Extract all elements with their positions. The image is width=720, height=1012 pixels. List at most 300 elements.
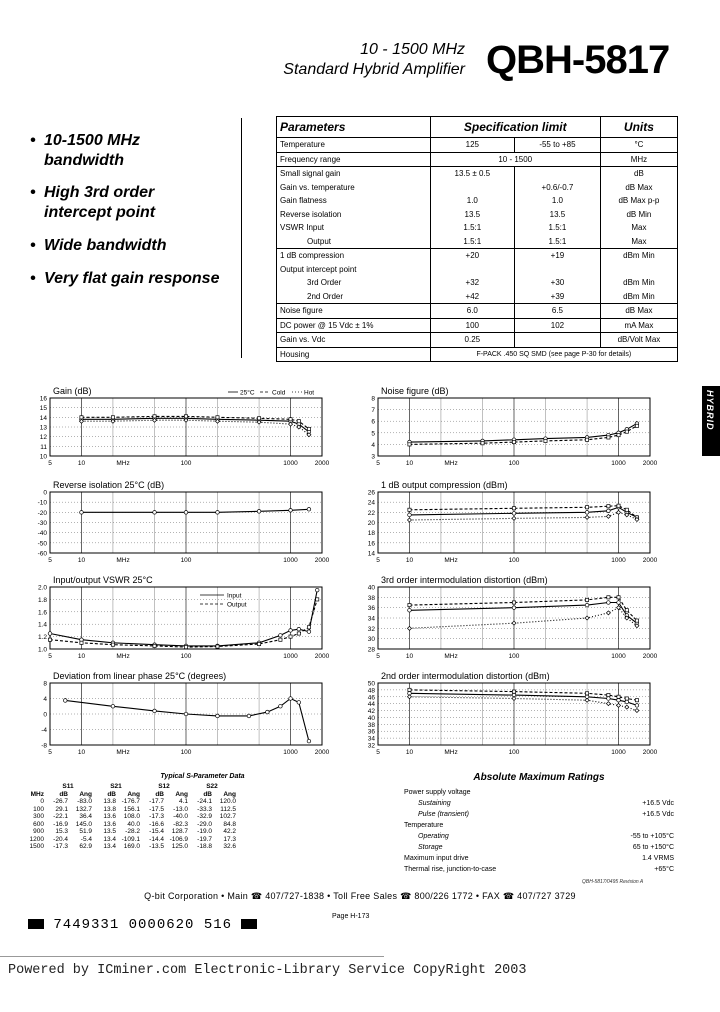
data-point bbox=[297, 627, 301, 631]
x-tick-label: 2000 bbox=[314, 749, 330, 756]
x-tick-label: MHz bbox=[116, 749, 130, 756]
table-row bbox=[20, 813, 236, 821]
y-tick-label: 40 bbox=[367, 584, 375, 592]
s-param-cell: 300 bbox=[33, 813, 44, 820]
s-param-cell: 51.9 bbox=[79, 828, 92, 835]
x-tick-label: 5 bbox=[48, 460, 52, 467]
series-line bbox=[410, 693, 637, 705]
data-point bbox=[607, 693, 610, 696]
feature-line: Wide bandwidth bbox=[44, 237, 167, 254]
x-tick-label: 5 bbox=[376, 749, 380, 756]
s-param-cell: -26.7 bbox=[53, 798, 68, 805]
s-param-cell: -106.9 bbox=[169, 835, 188, 843]
unit-cell: dB bbox=[600, 167, 677, 181]
s-param-cell: 62.9 bbox=[79, 843, 92, 850]
y-tick-label: 44 bbox=[367, 701, 375, 709]
series-line bbox=[82, 420, 309, 435]
value-cell: 10 - 1500 bbox=[430, 152, 600, 167]
unit-cell: °C bbox=[600, 138, 677, 153]
x-tick-label: 100 bbox=[180, 460, 192, 467]
data-point bbox=[607, 505, 610, 508]
s-param-title: Typical S-Parameter Data bbox=[160, 773, 245, 780]
s-param-cell: 17.3 bbox=[223, 835, 236, 843]
series-line bbox=[410, 608, 637, 629]
chart-title: 1 dB output compression (dBm) bbox=[381, 480, 508, 490]
param-cell: Gain flatness bbox=[277, 194, 431, 208]
rating-row bbox=[404, 842, 674, 853]
x-tick-label: 1000 bbox=[611, 749, 626, 756]
s-param-cell: 112.5 bbox=[220, 805, 236, 813]
feature-line: intercept point bbox=[44, 204, 156, 221]
table-row bbox=[20, 828, 236, 836]
chart-title: 3rd order intermodulation distortion (dBm) bbox=[381, 575, 548, 585]
x-tick-label: 5 bbox=[48, 557, 52, 564]
y-tick-label: 32 bbox=[367, 625, 375, 633]
s-param-cell: -33.3 bbox=[197, 805, 212, 813]
s-param-cell: 125.0 bbox=[171, 843, 188, 850]
data-point bbox=[512, 606, 516, 610]
x-tick-label: 2000 bbox=[642, 460, 658, 467]
data-point bbox=[279, 634, 283, 638]
data-point bbox=[257, 417, 260, 420]
chart-title: Reverse isolation 25°C (dB) bbox=[53, 480, 165, 490]
data-point bbox=[585, 603, 589, 607]
data-point bbox=[512, 621, 516, 625]
s-param-cell: 13.4 bbox=[103, 843, 116, 850]
x-tick-label: 100 bbox=[508, 460, 520, 467]
value-cell bbox=[515, 263, 601, 277]
s-param-cell: -82.3 bbox=[173, 820, 188, 828]
x-tick-label: 2000 bbox=[314, 557, 330, 564]
param-cell: Reverse isolation bbox=[277, 208, 431, 222]
data-point bbox=[617, 703, 621, 707]
data-point bbox=[153, 415, 156, 418]
data-point bbox=[512, 690, 515, 693]
y-tick-label: 13 bbox=[39, 424, 47, 432]
y-tick-label: 30 bbox=[367, 636, 375, 644]
s-param-cell: 120.0 bbox=[219, 798, 236, 805]
s-param-cell: 13.6 bbox=[103, 820, 116, 828]
param-cell: VSWR Input bbox=[277, 221, 431, 235]
data-point bbox=[289, 418, 292, 421]
unit-cell: MHz bbox=[600, 152, 677, 167]
data-point bbox=[606, 611, 610, 615]
x-tick-label: 5 bbox=[376, 653, 380, 660]
y-tick-label: 46 bbox=[367, 694, 375, 702]
s-param-cell: 42.2 bbox=[223, 828, 236, 835]
s-param-cell: 4.1 bbox=[178, 798, 188, 805]
value-cell: +20 bbox=[430, 249, 514, 263]
specification-table bbox=[276, 116, 678, 362]
s-param-cell: -13.0 bbox=[173, 805, 188, 813]
chart-title: Noise figure (dB) bbox=[381, 386, 449, 396]
rating-label: Sustaining bbox=[418, 800, 451, 807]
value-cell: +32 bbox=[430, 276, 514, 290]
data-point bbox=[216, 416, 219, 419]
data-point bbox=[63, 699, 67, 703]
value-cell: +19 bbox=[515, 249, 601, 263]
value-cell: -55 to +85 bbox=[515, 138, 601, 153]
tollfree-phone: • Toll Free Sales ☎ 800/226 1772 bbox=[327, 891, 474, 901]
data-point bbox=[80, 641, 83, 644]
s-param-cell: 169.0 bbox=[123, 843, 140, 850]
value-cell: 1.5:1 bbox=[430, 221, 514, 235]
value-cell: +39 bbox=[515, 290, 601, 304]
s-param-cell: 36.4 bbox=[79, 813, 92, 820]
series-line bbox=[410, 697, 637, 711]
data-point bbox=[153, 644, 156, 647]
y-tick-label: -20 bbox=[37, 509, 47, 517]
data-point bbox=[184, 712, 188, 716]
x-tick-label: MHz bbox=[116, 557, 130, 564]
s-param-cell: 108.0 bbox=[123, 813, 140, 820]
y-tick-label: 2.0 bbox=[37, 584, 47, 592]
data-point bbox=[617, 510, 621, 514]
x-tick-label: 2000 bbox=[314, 653, 330, 660]
y-tick-label: 1.2 bbox=[37, 634, 47, 642]
bullet: • bbox=[30, 237, 36, 254]
data-point bbox=[481, 442, 484, 445]
s-param-cell: 13.4 bbox=[103, 835, 116, 843]
y-tick-label: 16 bbox=[367, 540, 375, 548]
data-point bbox=[585, 438, 588, 441]
s-param-cell: -22.1 bbox=[53, 813, 68, 820]
data-point bbox=[297, 701, 301, 705]
rating-label: Power supply voltage bbox=[404, 789, 471, 796]
data-point bbox=[635, 704, 639, 708]
rating-value: 1.4 VRMS bbox=[642, 855, 674, 862]
series-line bbox=[410, 603, 637, 624]
series-line bbox=[50, 590, 317, 646]
x-tick-label: 1000 bbox=[611, 460, 626, 467]
bullet: • bbox=[30, 132, 36, 149]
s-param-cell: 13.5 bbox=[103, 828, 116, 835]
s-param-group: S21 bbox=[110, 783, 122, 790]
s-param-cell: -176.7 bbox=[121, 798, 140, 805]
s-param-cell: -5.4 bbox=[80, 835, 92, 843]
unit-cell: dB/Volt Max bbox=[600, 333, 677, 348]
feature-wide-bandwidth bbox=[30, 236, 167, 256]
rating-value: 65 to +150°C bbox=[632, 844, 674, 851]
y-tick-label: 0 bbox=[43, 711, 47, 719]
rating-row bbox=[404, 864, 674, 875]
s-param-cell: -18.8 bbox=[197, 843, 212, 850]
series-line bbox=[410, 424, 637, 443]
y-tick-label: 6 bbox=[371, 418, 375, 426]
y-tick-label: -10 bbox=[37, 499, 47, 507]
data-point bbox=[585, 692, 588, 695]
value-cell: F-PACK .450 SQ SMD (see page P-30 for details) bbox=[430, 347, 677, 362]
s-param-cell: 132.7 bbox=[75, 805, 92, 813]
rating-value: -55 to +105°C bbox=[630, 833, 674, 840]
powered-by-line: Powered by ICminer.com Electronic-Library Service CopyRight 2003 bbox=[8, 963, 527, 978]
s-param-cell: -109.1 bbox=[121, 835, 140, 843]
data-point bbox=[512, 516, 516, 520]
s-param-col-header: Ang bbox=[175, 790, 188, 798]
feature-bandwidth bbox=[30, 131, 140, 171]
s-param-cell: 40.0 bbox=[127, 820, 140, 828]
y-tick-label: 12 bbox=[39, 434, 47, 442]
x-tick-label: 10 bbox=[77, 749, 86, 756]
x-tick-label: MHz bbox=[444, 749, 458, 756]
y-tick-label: 1.8 bbox=[37, 596, 47, 604]
value-cell: 100 bbox=[430, 318, 514, 333]
y-tick-label: -8 bbox=[41, 742, 47, 750]
s-param-group: S22 bbox=[206, 783, 218, 790]
value-cell: +30 bbox=[515, 276, 601, 290]
s-param-cell: 600 bbox=[33, 820, 44, 828]
data-point bbox=[257, 510, 261, 514]
value-cell: 13.5 bbox=[515, 208, 601, 222]
value-cell: 1.5:1 bbox=[515, 235, 601, 249]
x-tick-label: 10 bbox=[77, 460, 86, 467]
data-point bbox=[407, 518, 411, 522]
y-tick-label: -4 bbox=[41, 727, 47, 734]
data-point bbox=[606, 702, 610, 706]
y-tick-label: 14 bbox=[39, 414, 47, 422]
table-row bbox=[20, 806, 236, 814]
param-cell: Noise figure bbox=[277, 304, 431, 319]
y-tick-label: 15 bbox=[39, 405, 47, 413]
y-tick-label: 40 bbox=[367, 714, 375, 722]
data-point bbox=[617, 698, 621, 702]
unit-cell: dB Max bbox=[600, 304, 677, 319]
s-param-cell: -15.4 bbox=[149, 828, 164, 835]
s-param-cell: 900 bbox=[33, 828, 44, 835]
data-point bbox=[635, 709, 639, 713]
rating-label: Operating bbox=[418, 833, 449, 840]
s-param-group: S11 bbox=[62, 783, 74, 790]
x-tick-label: MHz bbox=[444, 557, 458, 564]
param-cell: 2nd Order bbox=[277, 290, 431, 304]
s-param-cell: 13.6 bbox=[103, 813, 116, 820]
param-cell: Frequency range bbox=[277, 152, 431, 167]
s-param-cell: -32.9 bbox=[197, 813, 212, 820]
data-point bbox=[585, 506, 588, 509]
data-point bbox=[266, 710, 270, 714]
value-cell: 6.5 bbox=[515, 304, 601, 319]
table-row bbox=[20, 821, 236, 829]
rating-label: Thermal rise, junction-to-case bbox=[404, 866, 497, 873]
s-param-cell: 102.7 bbox=[219, 813, 236, 820]
data-point bbox=[625, 508, 628, 511]
x-tick-label: 2000 bbox=[642, 653, 658, 660]
data-point bbox=[408, 443, 411, 446]
data-point bbox=[617, 596, 620, 599]
x-tick-label: MHz bbox=[444, 460, 458, 467]
rating-row bbox=[404, 787, 674, 798]
value-cell: 125 bbox=[430, 138, 514, 153]
data-point bbox=[544, 439, 547, 442]
x-tick-label: 2000 bbox=[314, 460, 330, 467]
data-point bbox=[247, 714, 251, 718]
data-point bbox=[585, 515, 589, 519]
x-tick-label: 5 bbox=[48, 653, 52, 660]
rating-row bbox=[404, 831, 674, 842]
data-point bbox=[315, 588, 319, 592]
value-cell bbox=[515, 167, 601, 181]
y-tick-label: 8 bbox=[371, 395, 375, 403]
x-tick-label: 100 bbox=[180, 653, 192, 660]
s-param-cell: -24.1 bbox=[197, 798, 212, 805]
bullet: • bbox=[30, 270, 36, 287]
x-tick-label: MHz bbox=[444, 653, 458, 660]
y-tick-label: -60 bbox=[37, 550, 47, 558]
main-phone: • Main ☎ 407/727-1838 bbox=[221, 891, 325, 901]
data-point bbox=[297, 420, 300, 423]
feature-line: bandwidth bbox=[44, 152, 124, 169]
data-point bbox=[289, 697, 293, 701]
y-tick-label: 4 bbox=[371, 441, 375, 449]
s-param-cell: 1500 bbox=[29, 843, 44, 850]
legend-label: Hot bbox=[304, 389, 315, 397]
data-point bbox=[279, 638, 282, 641]
y-tick-label: 5 bbox=[371, 430, 375, 438]
data-point bbox=[512, 440, 515, 443]
rating-label: Temperature bbox=[404, 822, 444, 829]
series-line bbox=[82, 509, 309, 512]
data-point bbox=[80, 416, 83, 419]
data-point bbox=[279, 704, 283, 708]
data-point bbox=[407, 695, 411, 699]
y-tick-label: 18 bbox=[367, 530, 375, 538]
data-point bbox=[307, 739, 311, 743]
param-cell: Temperature bbox=[277, 138, 431, 153]
y-tick-label: -40 bbox=[37, 530, 47, 538]
data-point bbox=[617, 601, 621, 605]
unit-cell: dB Max p-p bbox=[600, 194, 677, 208]
s-param-cell: -17.5 bbox=[149, 805, 164, 813]
s-param-col-header: Ang bbox=[79, 790, 92, 798]
s-param-col-header: Ang bbox=[223, 790, 236, 798]
y-tick-label: 14 bbox=[367, 550, 375, 558]
s-param-col-header: dB bbox=[155, 790, 164, 798]
data-point bbox=[289, 509, 293, 513]
chart-title: Deviation from linear phase 25°C (degrees) bbox=[53, 671, 227, 681]
s-parameter-table bbox=[20, 783, 236, 851]
y-tick-label: 1.6 bbox=[37, 609, 47, 617]
data-point bbox=[585, 598, 588, 601]
y-tick-label: 10 bbox=[39, 453, 47, 461]
x-tick-label: 5 bbox=[48, 749, 52, 756]
s-param-cell: 0 bbox=[40, 798, 44, 805]
table-row bbox=[20, 836, 236, 844]
s-param-cell: -29.0 bbox=[197, 820, 212, 828]
data-point bbox=[216, 645, 219, 648]
s-param-cell: 84.8 bbox=[223, 820, 236, 828]
param-cell: Gain vs. Vdc bbox=[277, 333, 431, 348]
data-point bbox=[408, 603, 411, 606]
data-point bbox=[48, 632, 52, 636]
value-cell: 102 bbox=[515, 318, 601, 333]
s-param-cell: -19.7 bbox=[197, 835, 212, 843]
col-units: Units bbox=[600, 117, 677, 138]
x-tick-label: 1000 bbox=[611, 653, 626, 660]
value-cell bbox=[430, 181, 514, 195]
data-point bbox=[607, 596, 610, 599]
x-tick-label: 5 bbox=[376, 460, 380, 467]
data-point bbox=[407, 626, 411, 630]
data-point bbox=[617, 434, 620, 437]
y-tick-label: 1.4 bbox=[37, 621, 47, 629]
data-point bbox=[585, 511, 589, 515]
data-point bbox=[257, 642, 260, 645]
param-cell: Output intercept point bbox=[277, 263, 431, 277]
data-point bbox=[512, 512, 516, 516]
data-point bbox=[153, 709, 157, 713]
y-tick-label: 1.0 bbox=[37, 646, 47, 654]
data-point bbox=[153, 511, 157, 515]
data-point bbox=[625, 700, 629, 704]
rating-value: +65°C bbox=[654, 866, 674, 873]
x-tick-label: 100 bbox=[508, 557, 520, 564]
product-type-title: Standard Hybrid Amplifier bbox=[283, 61, 465, 78]
feature-line: 10-1500 MHz bbox=[44, 132, 141, 149]
s-param-cell: 156.1 bbox=[123, 805, 140, 813]
s-param-cell: 100 bbox=[33, 805, 44, 813]
data-point bbox=[512, 507, 515, 510]
data-point bbox=[307, 427, 310, 430]
x-tick-label: 1000 bbox=[283, 557, 298, 564]
data-point bbox=[289, 635, 292, 638]
s-param-cell: 1200 bbox=[29, 835, 44, 843]
y-tick-label: 0 bbox=[43, 489, 47, 497]
section-tab-label: HYBRID bbox=[705, 390, 715, 431]
data-point bbox=[512, 601, 515, 604]
legend-label: Input bbox=[227, 592, 242, 600]
unit-cell: dBm Min bbox=[600, 290, 677, 304]
s-param-cell: -19.0 bbox=[197, 828, 212, 835]
value-cell bbox=[430, 263, 514, 277]
s-param-cell: -83.0 bbox=[77, 798, 92, 805]
x-tick-label: 100 bbox=[180, 749, 192, 756]
s-param-cell: -16.6 bbox=[149, 820, 164, 828]
y-tick-label: 3 bbox=[371, 453, 375, 461]
bullet: • bbox=[30, 184, 36, 201]
data-point bbox=[617, 504, 620, 507]
x-tick-label: 10 bbox=[405, 749, 414, 756]
x-tick-label: 10 bbox=[405, 653, 414, 660]
x-tick-label: 100 bbox=[508, 653, 520, 660]
s-param-cell: 32.6 bbox=[223, 843, 236, 850]
x-tick-label: MHz bbox=[116, 460, 130, 467]
y-tick-label: 8 bbox=[43, 680, 47, 688]
data-point bbox=[184, 511, 188, 515]
param-cell: Housing bbox=[277, 347, 431, 362]
col-spec-limit: Specification limit bbox=[430, 117, 600, 138]
rating-label: Storage bbox=[418, 844, 443, 851]
y-tick-label: 48 bbox=[367, 687, 375, 695]
y-tick-label: 34 bbox=[367, 615, 375, 623]
rating-value: +16.5 Vdc bbox=[642, 811, 674, 818]
absolute-maximum-ratings bbox=[404, 772, 674, 875]
unit-cell bbox=[600, 263, 677, 277]
unit-cell: dBm Min bbox=[600, 249, 677, 263]
chart-title: Gain (dB) bbox=[53, 386, 92, 396]
rating-value: +16.5 Vdc bbox=[642, 800, 674, 807]
barcode-text: 7449331 0000620 516 bbox=[53, 917, 233, 933]
data-point bbox=[80, 511, 84, 515]
y-tick-label: 34 bbox=[367, 735, 375, 743]
performance-charts bbox=[0, 378, 720, 770]
y-tick-label: 11 bbox=[40, 443, 47, 451]
y-tick-label: 32 bbox=[367, 742, 375, 750]
param-cell: 3rd Order bbox=[277, 276, 431, 290]
value-cell: 6.0 bbox=[430, 304, 514, 319]
y-tick-label: 4 bbox=[43, 696, 47, 703]
data-point bbox=[289, 629, 293, 633]
y-tick-label: 36 bbox=[367, 605, 375, 613]
